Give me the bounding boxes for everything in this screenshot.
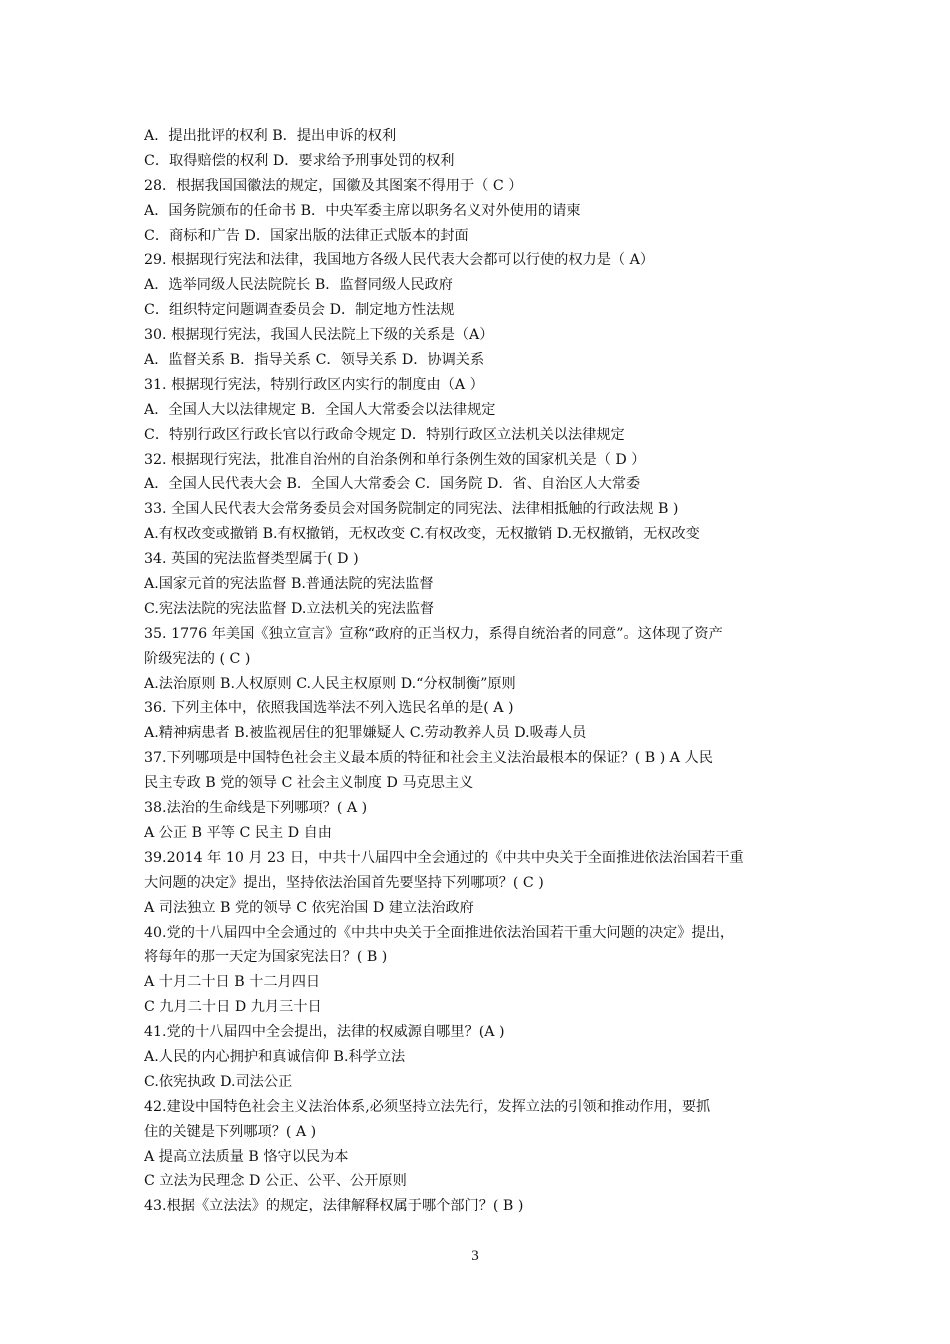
text-line: 33. 全国人民代表大会常务委员会对国务院制定的同宪法、法律相抵触的行政法规 B ) — [144, 501, 679, 518]
text-line: A.有权改变或撤销 B.有权撤销，无权改变 C.有权改变，无权撤销 D.无权撤销，无权改变 — [144, 526, 700, 543]
text-line: C 九月二十日 D 九月三十日 — [144, 999, 322, 1016]
text-line: 39.2014 年 10 月 23 日，中共十八届四中全会通过的《中共中央关于全面推进依法治国若干重 — [144, 849, 744, 866]
text-line: A.精神病患者 B.被监视居住的犯罪嫌疑人 C.劳动教养人员 D.吸毒人员 — [144, 725, 587, 742]
text-line: 31. 根据现行宪法，特别行政区内实行的制度由（A ） — [144, 376, 484, 393]
text-line: 阶级宪法的 ( C ) — [144, 650, 251, 667]
text-line: C．商标和广告 D．国家出版的法律正式版本的封面 — [144, 227, 469, 244]
text-line: 28．根据我国国徽法的规定，国徽及其图案不得用于（ C ） — [144, 177, 523, 194]
text-line: 29. 根据现行宪法和法律，我国地方各级人民代表大会都可以行使的权力是（ A） — [144, 252, 655, 269]
text-line: 35. 1776 年美国《独立宣言》宣称“政府的正当权力，系得自统治者的同意”。这体现了资产 — [144, 625, 723, 642]
text-line: A 公正 B 平等 C 民主 D 自由 — [144, 824, 332, 841]
text-line: A 十月二十日 B 十二月四日 — [144, 974, 321, 991]
text-line: A 司法独立 B 党的领导 C 依宪治国 D 建立法治政府 — [144, 899, 474, 916]
text-line: A．监督关系 B．指导关系 C．领导关系 D．协调关系 — [144, 352, 485, 369]
text-line: A．提出批评的权利 B．提出申诉的权利 — [144, 128, 397, 144]
text-line: 42.建设中国特色社会主义法治体系,必须坚持立法先行，发挥立法的引领和推动作用，要抓 — [144, 1098, 711, 1115]
text-line: C．特别行政区行政长官以行政命令规定 D．特别行政区立法机关以法律规定 — [144, 426, 625, 443]
text-line: 41.党的十八届四中全会提出，法律的权威源自哪里？(A ) — [144, 1024, 505, 1041]
text-line: 40.党的十八届四中全会通过的《中共中央关于全面推进依法治国若干重大问题的决定》提出， — [144, 924, 735, 941]
text-line: 36. 下列主体中，依照我国选举法不列入选民名单的是( A ) — [144, 700, 514, 717]
text-line: 32. 根据现行宪法，批准自治州的自治条例和单行条例生效的国家机关是（ D ） — [144, 451, 646, 468]
text-line: A．国务院颁布的任命书 B．中央军委主席以职务名义对外使用的请柬 — [144, 202, 581, 219]
text-line: C．取得赔偿的权利 D．要求给予刑事处罚的权利 — [144, 152, 455, 169]
text-line: A.国家元首的宪法监督 B.普通法院的宪法监督 — [144, 576, 434, 593]
text-line: 住的关键是下列哪项？( A ) — [144, 1123, 317, 1140]
page-number: 3 — [471, 1248, 479, 1264]
text-line: 37.下列哪项是中国特色社会主义最本质的特征和社会主义法治最根本的保证？( B ) A 人民 — [144, 750, 713, 767]
document-body — [144, 124, 820, 1219]
text-line: 将每年的那一天定为国家宪法日？( B ) — [144, 949, 388, 966]
text-line: 民主专政 B 党的领导 C 社会主义制度 D 马克思主义 — [144, 775, 474, 792]
text-line: A 提高立法质量 B 恪守以民为本 — [144, 1148, 349, 1165]
text-line: 30. 根据现行宪法，我国人民法院上下级的关系是（A） — [144, 327, 494, 344]
text-line: C 立法为民理念 D 公正、公平、公开原则 — [144, 1173, 407, 1190]
text-line: A.法治原则 B.人权原则 C.人民主权原则 D.“分权制衡”原则 — [144, 675, 516, 692]
text-line: 34. 英国的宪法监督类型属于( D ) — [144, 551, 359, 568]
text-line: C.依宪执政 D.司法公正 — [144, 1073, 293, 1090]
text-line: A．全国人民代表大会 B．全国人大常委会 C．国务院 D．省、自治区人大常委 — [144, 476, 641, 493]
text-line: 43.根据《立法法》的规定，法律解释权属于哪个部门？( B ) — [144, 1198, 524, 1215]
text-line: C.宪法法院的宪法监督 D.立法机关的宪法监督 — [144, 600, 435, 617]
text-line: 38.法治的生命线是下列哪项？( A ) — [144, 800, 368, 817]
text-line: A．全国人大以法律规定 B．全国人大常委会以法律规定 — [144, 401, 496, 418]
text-line: A．选举同级人民法院院长 B．监督同级人民政府 — [144, 277, 453, 294]
text-line: C．组织特定问题调查委员会 D．制定地方性法规 — [144, 302, 455, 319]
text-line: 大问题的决定》提出，坚持依法治国首先要坚持下列哪项？( C ) — [144, 874, 544, 891]
text-line: A.人民的内心拥护和真诚信仰 B.科学立法 — [144, 1048, 406, 1065]
